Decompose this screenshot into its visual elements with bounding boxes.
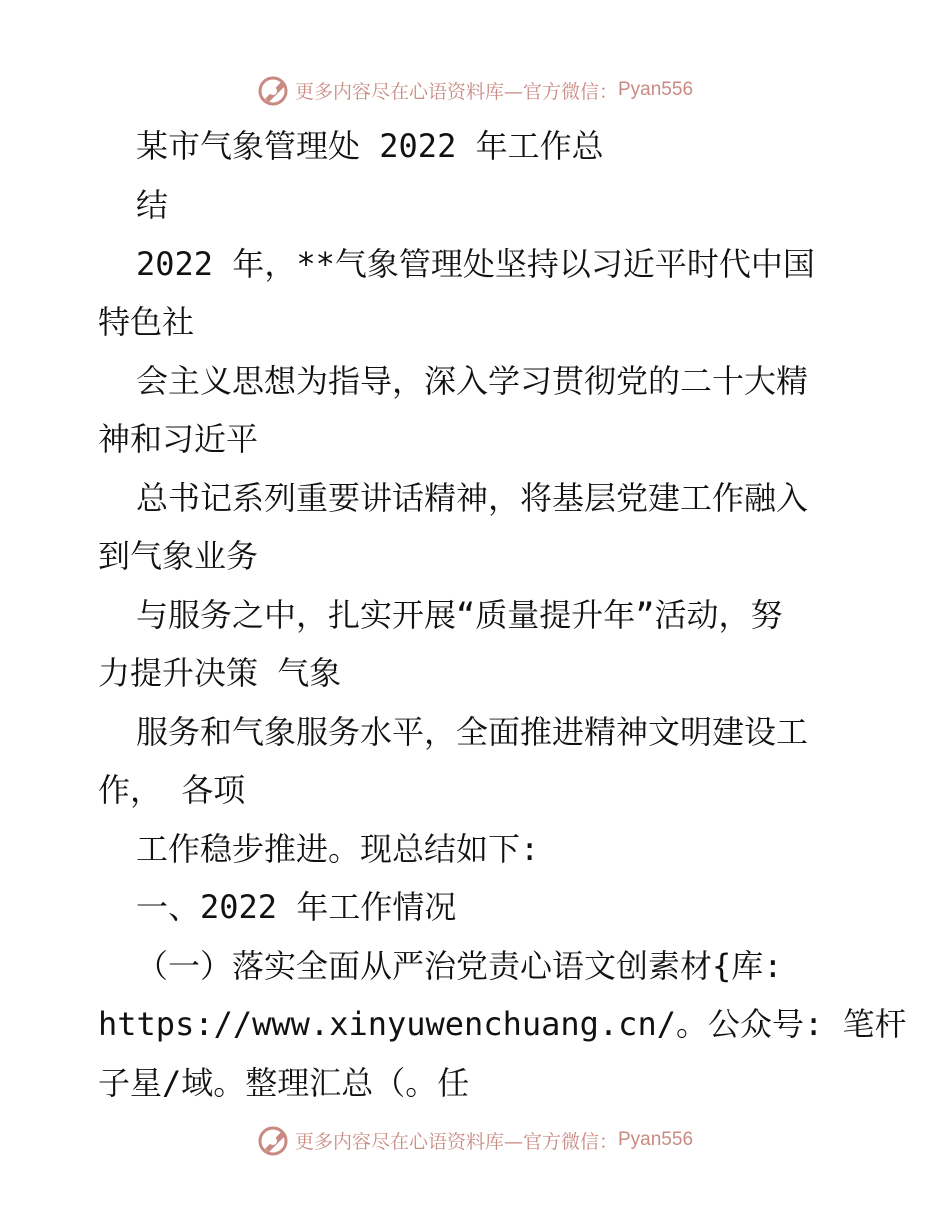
text-line: https://www.xinyuwenchuang.cn/。公众号: 笔杆 (98, 1005, 907, 1043)
text-line: 到气象业务 (98, 537, 259, 575)
text-line: 总书记系列重要讲话精神，将基层党建工作融入 (136, 479, 809, 517)
subsection-heading: （一）落实全面从严治党责心语文创素材{库: (136, 947, 783, 985)
text-line: 神和习近平 (98, 420, 259, 458)
pen-seal-icon (257, 73, 291, 107)
pen-seal-icon (257, 1123, 291, 1157)
text-line: 力提升决策 气象 (98, 654, 342, 692)
watermark-wechat-id: Pyan556 (618, 1129, 694, 1150)
watermark-text: 更多内容尽在心语资料库—官方微信： (294, 80, 618, 103)
watermark-wechat-id: Pyan556 (618, 79, 694, 100)
text-line: 2022 年，**气象管理处坚持以习近平时代中国 (136, 245, 815, 283)
text-line: 作， 各项 (98, 771, 246, 809)
text-line: 特色社 (98, 303, 195, 341)
text-line: 工作稳步推进。现总结如下: (136, 830, 540, 868)
section-heading: 一、2022 年工作情况 (136, 888, 457, 926)
text-line: 子星/域。整理汇总（。任 (98, 1064, 470, 1102)
footer-watermark (0, 1120, 950, 1160)
doc-title-line-1: 某市气象管理处 2022 年工作总 (136, 127, 604, 165)
header-watermark (0, 70, 950, 110)
watermark-text: 更多内容尽在心语资料库—官方微信： (294, 1130, 618, 1153)
doc-title-line-2: 结 (136, 186, 169, 224)
text-line: 服务和气象服务水平，全面推进精神文明建设工 (136, 713, 809, 751)
text-line: 与服务之中，扎实开展“质量提升年”活动，努 (136, 596, 783, 634)
text-line: 会主义思想为指导，深入学习贯彻党的二十大精 (136, 362, 809, 400)
